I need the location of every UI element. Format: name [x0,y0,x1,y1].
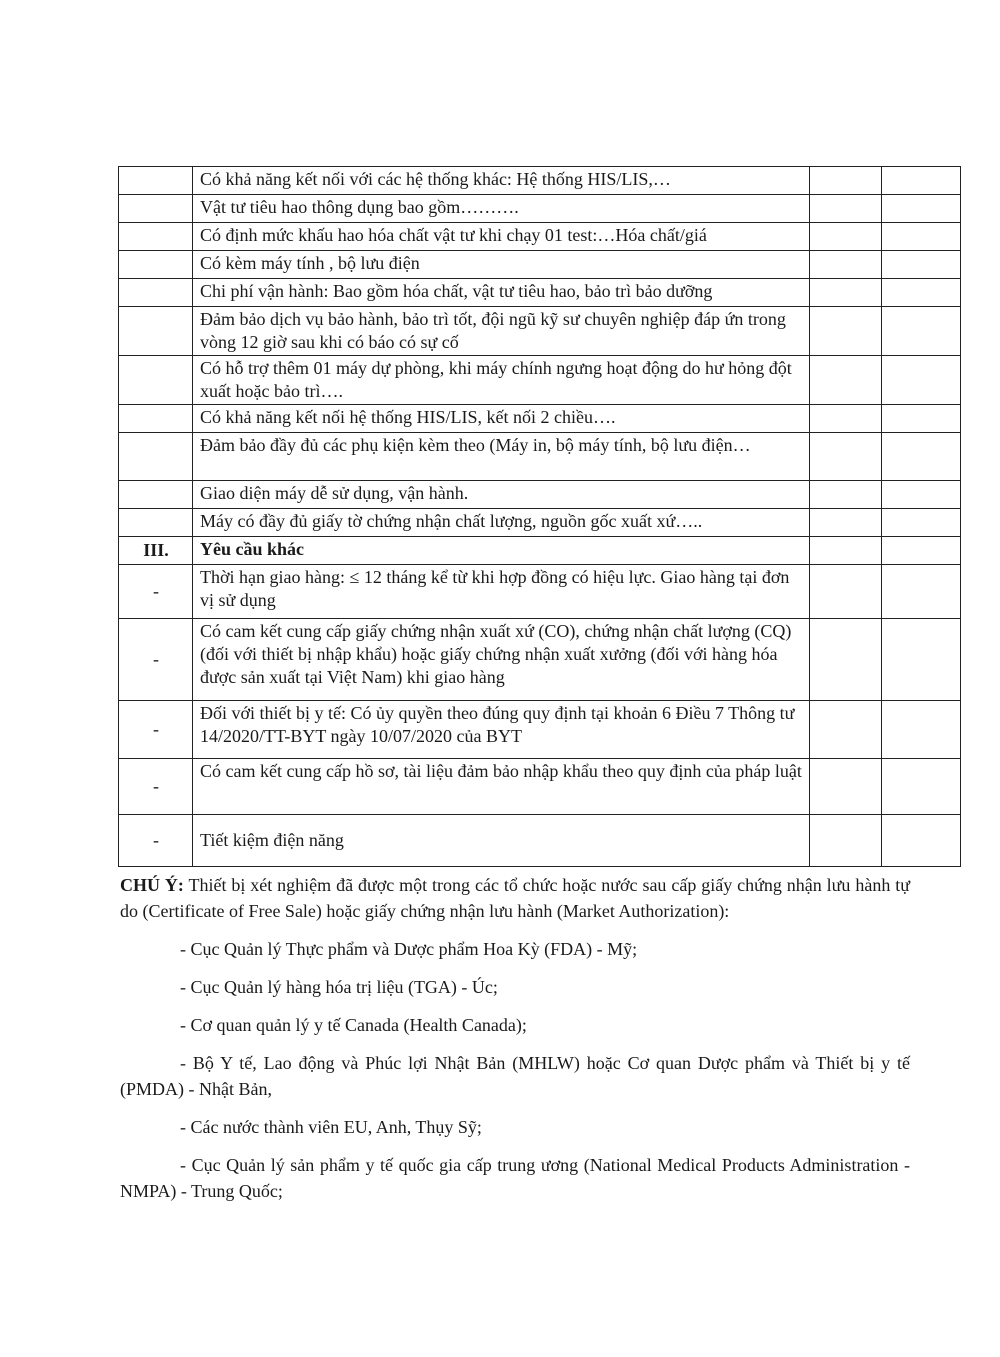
remark-cell [882,195,961,223]
row-number-cell [119,356,193,405]
requirement-cell: Tiết kiệm điện năng [193,815,810,867]
compliance-cell [810,167,882,195]
table-row [119,509,961,537]
compliance-cell [810,279,882,307]
compliance-cell [810,815,882,867]
table-row [119,356,961,405]
requirement-cell: Có cam kết cung cấp giấy chứng nhận xuất xứ (CO), chứng nhận chất lượng (CQ) (đối với thiết bị nhập khẩu) hoặc giấy chứng nhận xuất xưởng (đối với hàng hóa được sản xuất tại Việt Nam) khi giao hàng [193,619,810,701]
compliance-cell [810,481,882,509]
compliance-cell [810,195,882,223]
note-item: - Cục Quản lý Thực phẩm và Dược phẩm Hoa Kỳ (FDA) - Mỹ; [180,939,638,959]
compliance-cell [810,405,882,433]
compliance-cell [810,307,882,356]
table-row [119,307,961,356]
remark-cell [882,279,961,307]
remark-cell [882,167,961,195]
note-item: - Cơ quan quản lý y tế Canada (Health Canada); [180,1015,527,1035]
table-row [119,815,961,867]
row-number-cell [119,307,193,356]
row-number-cell [119,405,193,433]
row-number-cell [119,251,193,279]
section-title-cell: Yêu cầu khác [193,537,810,565]
compliance-cell [810,759,882,815]
table-row [119,433,961,481]
remark-cell [882,307,961,356]
note-section [120,872,910,1204]
section-number-cell: III. [119,537,193,565]
remark-cell [882,509,961,537]
requirements-table [118,166,961,867]
compliance-cell [810,356,882,405]
remark-cell [882,537,961,565]
row-number-cell [119,509,193,537]
note-item: - Cục Quản lý hàng hóa trị liệu (TGA) - Úc; [180,977,498,997]
compliance-cell [810,223,882,251]
row-number-cell [119,223,193,251]
row-number-cell [119,481,193,509]
remark-cell [882,433,961,481]
remark-cell [882,815,961,867]
requirement-cell: Đối với thiết bị y tế: Có ủy quyền theo đúng quy định tại khoản 6 Điều 7 Thông tư 14/2020/TT-BYT ngày 10/07/2020 của BYT [193,701,810,759]
table-row [119,223,961,251]
requirements-table-body [119,167,961,867]
compliance-cell [810,537,882,565]
remark-cell [882,759,961,815]
requirement-cell: Có hỗ trợ thêm 01 máy dự phòng, khi máy chính ngưng hoạt động do hư hỏng đột xuất hoặc bảo trì…. [193,356,810,405]
row-mark-cell: - [119,759,193,815]
remark-cell [882,251,961,279]
table-row [119,251,961,279]
row-mark-cell: - [119,565,193,619]
row-number-cell [119,433,193,481]
table-row [119,195,961,223]
requirement-cell: Đảm bảo đầy đủ các phụ kiện kèm theo (Máy in, bộ máy tính, bộ lưu điện… [193,433,810,481]
compliance-cell [810,433,882,481]
remark-cell [882,405,961,433]
note-item: - Bộ Y tế, Lao động và Phúc lợi Nhật Bản (MHLW) hoặc Cơ quan Dược phẩm và Thiết bị y tế (PMDA) - Nhật Bản, [120,1053,910,1099]
note-item: - Các nước thành viên EU, Anh, Thụy Sỹ; [180,1117,482,1137]
remark-cell [882,356,961,405]
note-lead-text: Thiết bị xét nghiệm đã được một trong các tổ chức hoặc nước sau cấp giấy chứng nhận lưu hành tự do (Certificate of Free Sale) hoặc giấy chứng nhận lưu hành (Market Authorization): [120,875,910,921]
row-mark-cell: - [119,701,193,759]
requirement-cell: Có khả năng kết nối hệ thống HIS/LIS, kết nối 2 chiều…. [193,405,810,433]
table-row [119,537,961,565]
table-row [119,167,961,195]
requirement-cell: Máy có đầy đủ giấy tờ chứng nhận chất lượng, nguồn gốc xuất xứ….. [193,509,810,537]
table-row [119,405,961,433]
requirement-cell: Đảm bảo dịch vụ bảo hành, bảo trì tốt, đội ngũ kỹ sư chuyên nghiệp đáp ứn trong vòng 12 giờ sau khi có báo có sự cố [193,307,810,356]
remark-cell [882,701,961,759]
requirement-cell: Có khả năng kết nối với các hệ thống khác: Hệ thống HIS/LIS,… [193,167,810,195]
note-lead-paragraph [120,872,910,924]
remark-cell [882,565,961,619]
row-mark-cell: - [119,815,193,867]
compliance-cell [810,619,882,701]
table-row [119,701,961,759]
requirement-cell: Có định mức khấu hao hóa chất vật tư khi chạy 01 test:…Hóa chất/giá [193,223,810,251]
table-row [119,565,961,619]
remark-cell [882,619,961,701]
table-row [119,279,961,307]
note-item: - Cục Quản lý sản phẩm y tế quốc gia cấp trung ương (National Medical Products Administration - NMPA) - Trung Quốc; [120,1155,910,1201]
table-row [119,759,961,815]
requirement-cell: Có kèm máy tính , bộ lưu điện [193,251,810,279]
compliance-cell [810,509,882,537]
note-label: CHÚ Ý: [120,875,184,895]
requirement-cell: Chi phí vận hành: Bao gồm hóa chất, vật tư tiêu hao, bảo trì bảo dưỡng [193,279,810,307]
requirement-cell: Có cam kết cung cấp hồ sơ, tài liệu đảm bảo nhập khẩu theo quy định của pháp luật [193,759,810,815]
table-row [119,619,961,701]
requirement-cell: Giao diện máy dễ sử dụng, vận hành. [193,481,810,509]
table-row [119,481,961,509]
requirement-cell: Thời hạn giao hàng: ≤ 12 tháng kể từ khi hợp đồng có hiệu lực. Giao hàng tại đơn vị sử dụng [193,565,810,619]
row-number-cell [119,167,193,195]
compliance-cell [810,251,882,279]
requirement-cell: Vật tư tiêu hao thông dụng bao gồm………. [193,195,810,223]
compliance-cell [810,565,882,619]
row-number-cell [119,279,193,307]
row-number-cell [119,195,193,223]
compliance-cell [810,701,882,759]
remark-cell [882,481,961,509]
remark-cell [882,223,961,251]
row-mark-cell: - [119,619,193,701]
